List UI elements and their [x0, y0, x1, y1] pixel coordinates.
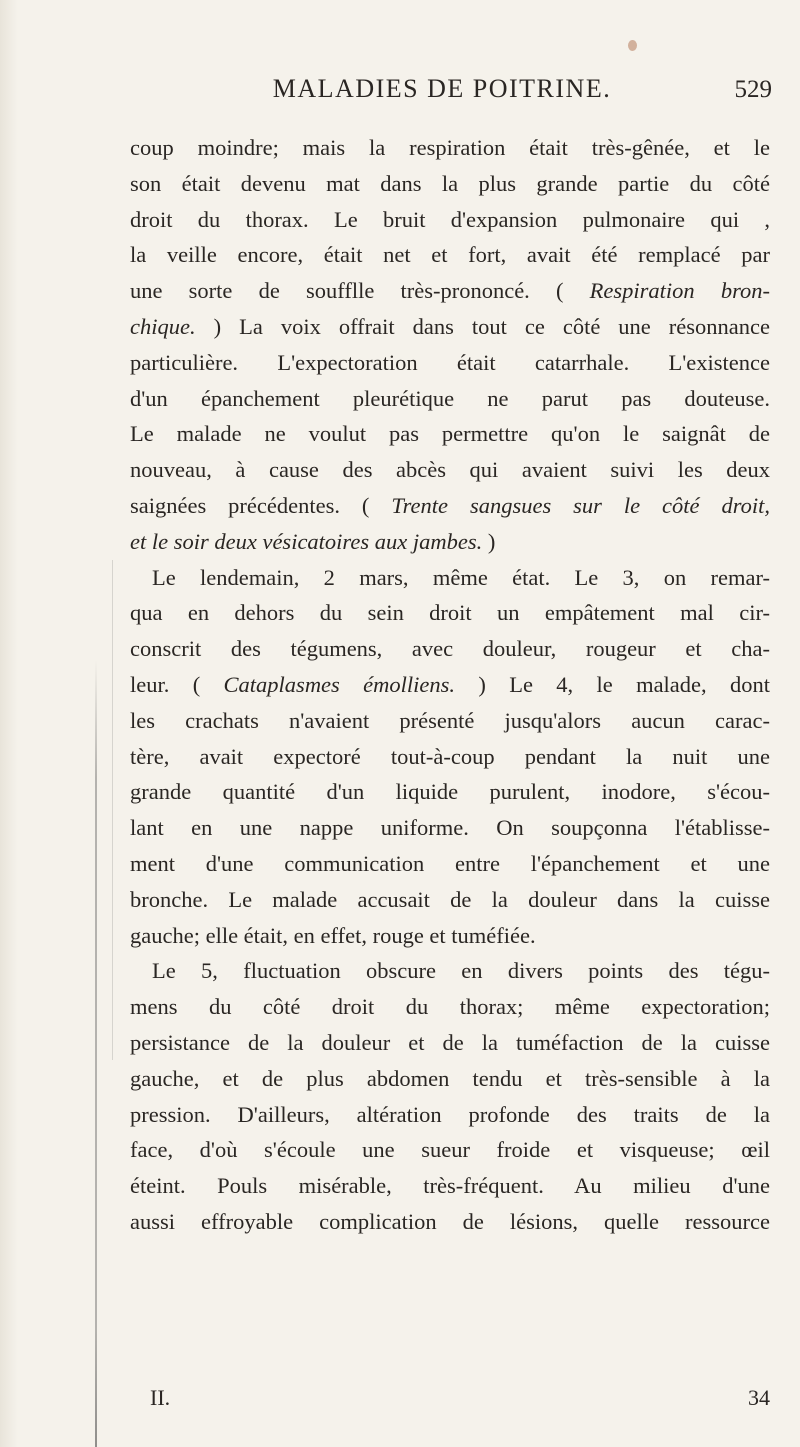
text-line: chique. ) La voix offrait dans tout ce côté une résonnance: [130, 313, 770, 339]
text-line: éteint. Pouls misérable, très-fréquent. Au milieu d'une: [130, 1173, 770, 1199]
text-line: aussi effroyable complication de lésions, quelle ressource: [130, 1208, 770, 1234]
text-line: gauche; elle était, en effet, rouge et tuméfiée.: [130, 922, 536, 948]
italic-text: Trente sangsues sur le côté droit,: [391, 492, 771, 518]
ink-stain: [628, 40, 637, 51]
page-header: [112, 74, 772, 114]
text-line: la veille encore, était net et fort, avait été remplacé par: [130, 242, 770, 268]
text-line: une sorte de soufflle très-prononcé. ( Respiration bron-: [130, 278, 770, 304]
text-line: Le lendemain, 2 mars, même état. Le 3, on remar-: [152, 564, 770, 590]
sheet-number: 34: [748, 1385, 770, 1410]
text-line: conscrit des tégumens, avec douleur, rougeur et cha-: [130, 636, 770, 662]
binding-edge: [95, 660, 97, 1447]
text-line: tère, avait expectoré tout-à-coup pendant la nuit une: [130, 743, 770, 769]
running-head: MALADIES DE POITRINE.: [272, 74, 612, 103]
page-number: 529: [734, 76, 772, 103]
gutter-shadow: [0, 0, 18, 1447]
body-text: [130, 130, 770, 1240]
signature-mark: II.: [150, 1385, 171, 1410]
text-line: d'un épanchement pleurétique ne parut pas douteuse.: [130, 385, 770, 411]
text-line: mens du côté droit du thorax; même expectoration;: [130, 994, 770, 1020]
binding-edge-faint: [112, 560, 113, 1060]
italic-text: et le soir deux vésicatoires aux jambes.: [130, 528, 483, 554]
text-line: les crachats n'avaient présenté jusqu'alors aucun carac-: [130, 707, 770, 733]
italic-text: Respiration bron-: [589, 278, 770, 304]
text-line: grande quantité d'un liquide purulent, inodore, s'écou-: [130, 779, 770, 805]
text-line: et le soir deux vésicatoires aux jambes. ): [130, 528, 496, 554]
text-line: ment d'une communication entre l'épanchement et une: [130, 850, 770, 876]
text-line: lant en une nappe uniforme. On soupçonna l'établisse-: [130, 815, 770, 841]
text-line: face, d'où s'écoule une sueur froide et visqueuse; œil: [130, 1137, 770, 1163]
text-line: leur. ( Cataplasmes émolliens. ) Le 4, le malade, dont: [130, 671, 770, 697]
text-line: bronche. Le malade accusait de la douleur dans la cuisse: [130, 886, 770, 912]
text-line: pression. D'ailleurs, altération profonde des traits de la: [130, 1101, 770, 1127]
italic-text: chique.: [130, 313, 196, 339]
text-line: coup moindre; mais la respiration était très-gênée, et le: [130, 135, 770, 160]
italic-text: Cataplasmes émolliens.: [223, 671, 456, 697]
text-line: particulière. L'expectoration était catarrhale. L'existence: [130, 349, 770, 375]
text-line: persistance de la douleur et de la tuméfaction de la cuisse: [130, 1029, 770, 1055]
text-line: saignées précédentes. ( Trente sangsues sur le côté droit,: [130, 492, 771, 518]
text-line: Le 5, fluctuation obscure en divers points des tégu-: [152, 958, 770, 984]
text-line: son était devenu mat dans la plus grande partie du côté: [130, 170, 770, 196]
text-line: droit du thorax. Le bruit d'expansion pulmonaire qui ,: [130, 206, 770, 232]
text-line: qua en dehors du sein droit un empâtement mal cir-: [130, 600, 770, 626]
text-line: gauche, et de plus abdomen tendu et très-sensible à la: [130, 1065, 770, 1091]
text-line: nouveau, à cause des abcès qui avaient suivi les deux: [130, 457, 770, 483]
text-line: Le malade ne voulut pas permettre qu'on le saignât de: [130, 421, 770, 447]
